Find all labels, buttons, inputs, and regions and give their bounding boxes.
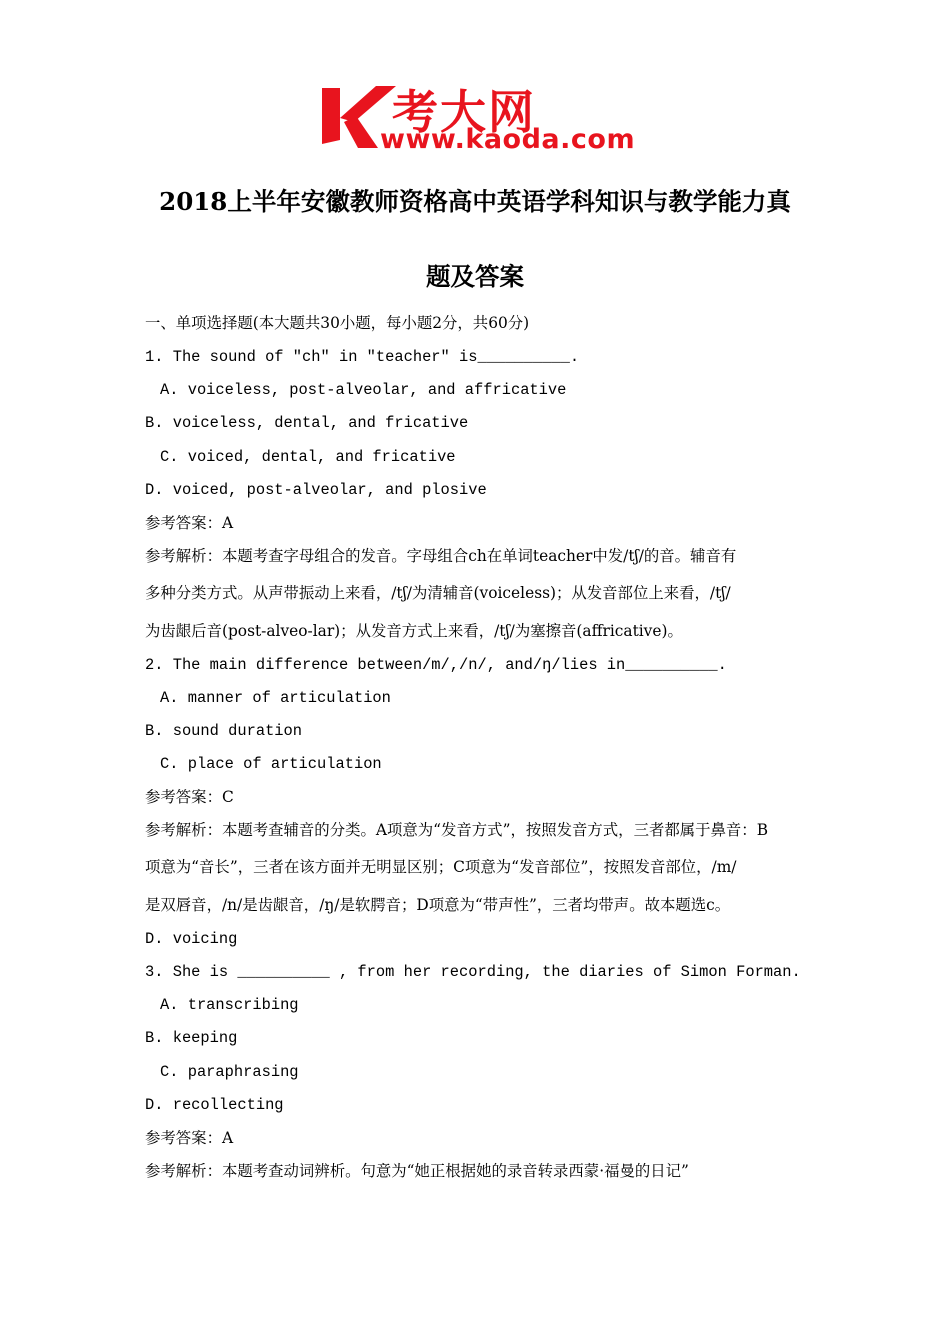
q1-option-c: C. voiced, dental, and fricative (160, 448, 456, 466)
q3-option-d: D. recollecting (145, 1096, 284, 1114)
q3-explanation-line: 参考解析：本题考查动词辨析。句意为“她正根据她的录音转录西蒙·福曼的日记” (145, 1162, 689, 1180)
q1-explanation-line: 参考解析：本题考查字母组合的发音。字母组合ch在单词teacher中发/tʃ/的音。辅音有 (145, 547, 737, 565)
q2-answer: 参考答案：C (145, 788, 234, 806)
q3-option-b: B. keeping (145, 1029, 238, 1047)
q1-option-a: A. voiceless, post-alveolar, and affricative (160, 381, 567, 399)
document-title-line-1: 2018上半年安徽教师资格高中英语学科知识与教学能力真 (159, 187, 791, 216)
q3-option-c: C. paraphrasing (160, 1063, 299, 1081)
q2-option-b: B. sound duration (145, 722, 303, 740)
logo-chinese-text: 考大网 (392, 85, 536, 139)
q2-explanation-line: 项意为“音长”，三者在该方面并无明显区别；C项意为“发音部位”，按照发音部位，/m/ (145, 858, 737, 876)
section-heading: 一、单项选择题(本大题共30小题，每小题2分，共60分) (145, 314, 530, 332)
logo-url-text: www.kaoda.com (380, 124, 636, 155)
q2-explanation-line: 参考解析：本题考查辅音的分类。A项意为“发音方式”，按照发音方式，三者都属于鼻音：B (145, 821, 769, 839)
q1-answer: 参考答案：A (145, 514, 234, 532)
q1-explanation-line: 为齿龈后音(post-alveo-lar)；从发音方式上来看，/tʃ/为塞擦音(affricative)。 (145, 622, 683, 640)
q1-option-b: B. voiceless, dental, and fricative (145, 414, 469, 432)
q2-option-d: D. voicing (145, 930, 238, 948)
q3-option-a: A. transcribing (160, 996, 299, 1014)
q2-option-a: A. manner of articulation (160, 689, 391, 707)
q3-stem: 3. She is __________ , from her recording, the diaries of Simon Forman. (145, 963, 801, 981)
q1-stem: 1. The sound of "ch" in "teacher" is__________. (145, 348, 580, 366)
document-title-line-2: 题及答案 (426, 262, 524, 291)
q3-answer: 参考答案：A (145, 1129, 234, 1147)
q2-explanation-line: 是双唇音，/n/是齿龈音，/ŋ/是软腭音；D项意为“带声性”，三者均带声。故本题选c。 (145, 896, 731, 914)
kaoda-logo (318, 82, 638, 160)
q2-option-c: C. place of articulation (160, 755, 382, 773)
q2-stem: 2. The main difference between/m/,/n/, and/ŋ/lies in__________. (145, 656, 727, 674)
q1-explanation-line: 多种分类方式。从声带振动上来看，/tʃ/为清辅音(voiceless)；从发音部位上来看，/tʃ/ (145, 584, 731, 602)
q1-option-d: D. voiced, post-alveolar, and plosive (145, 481, 487, 499)
